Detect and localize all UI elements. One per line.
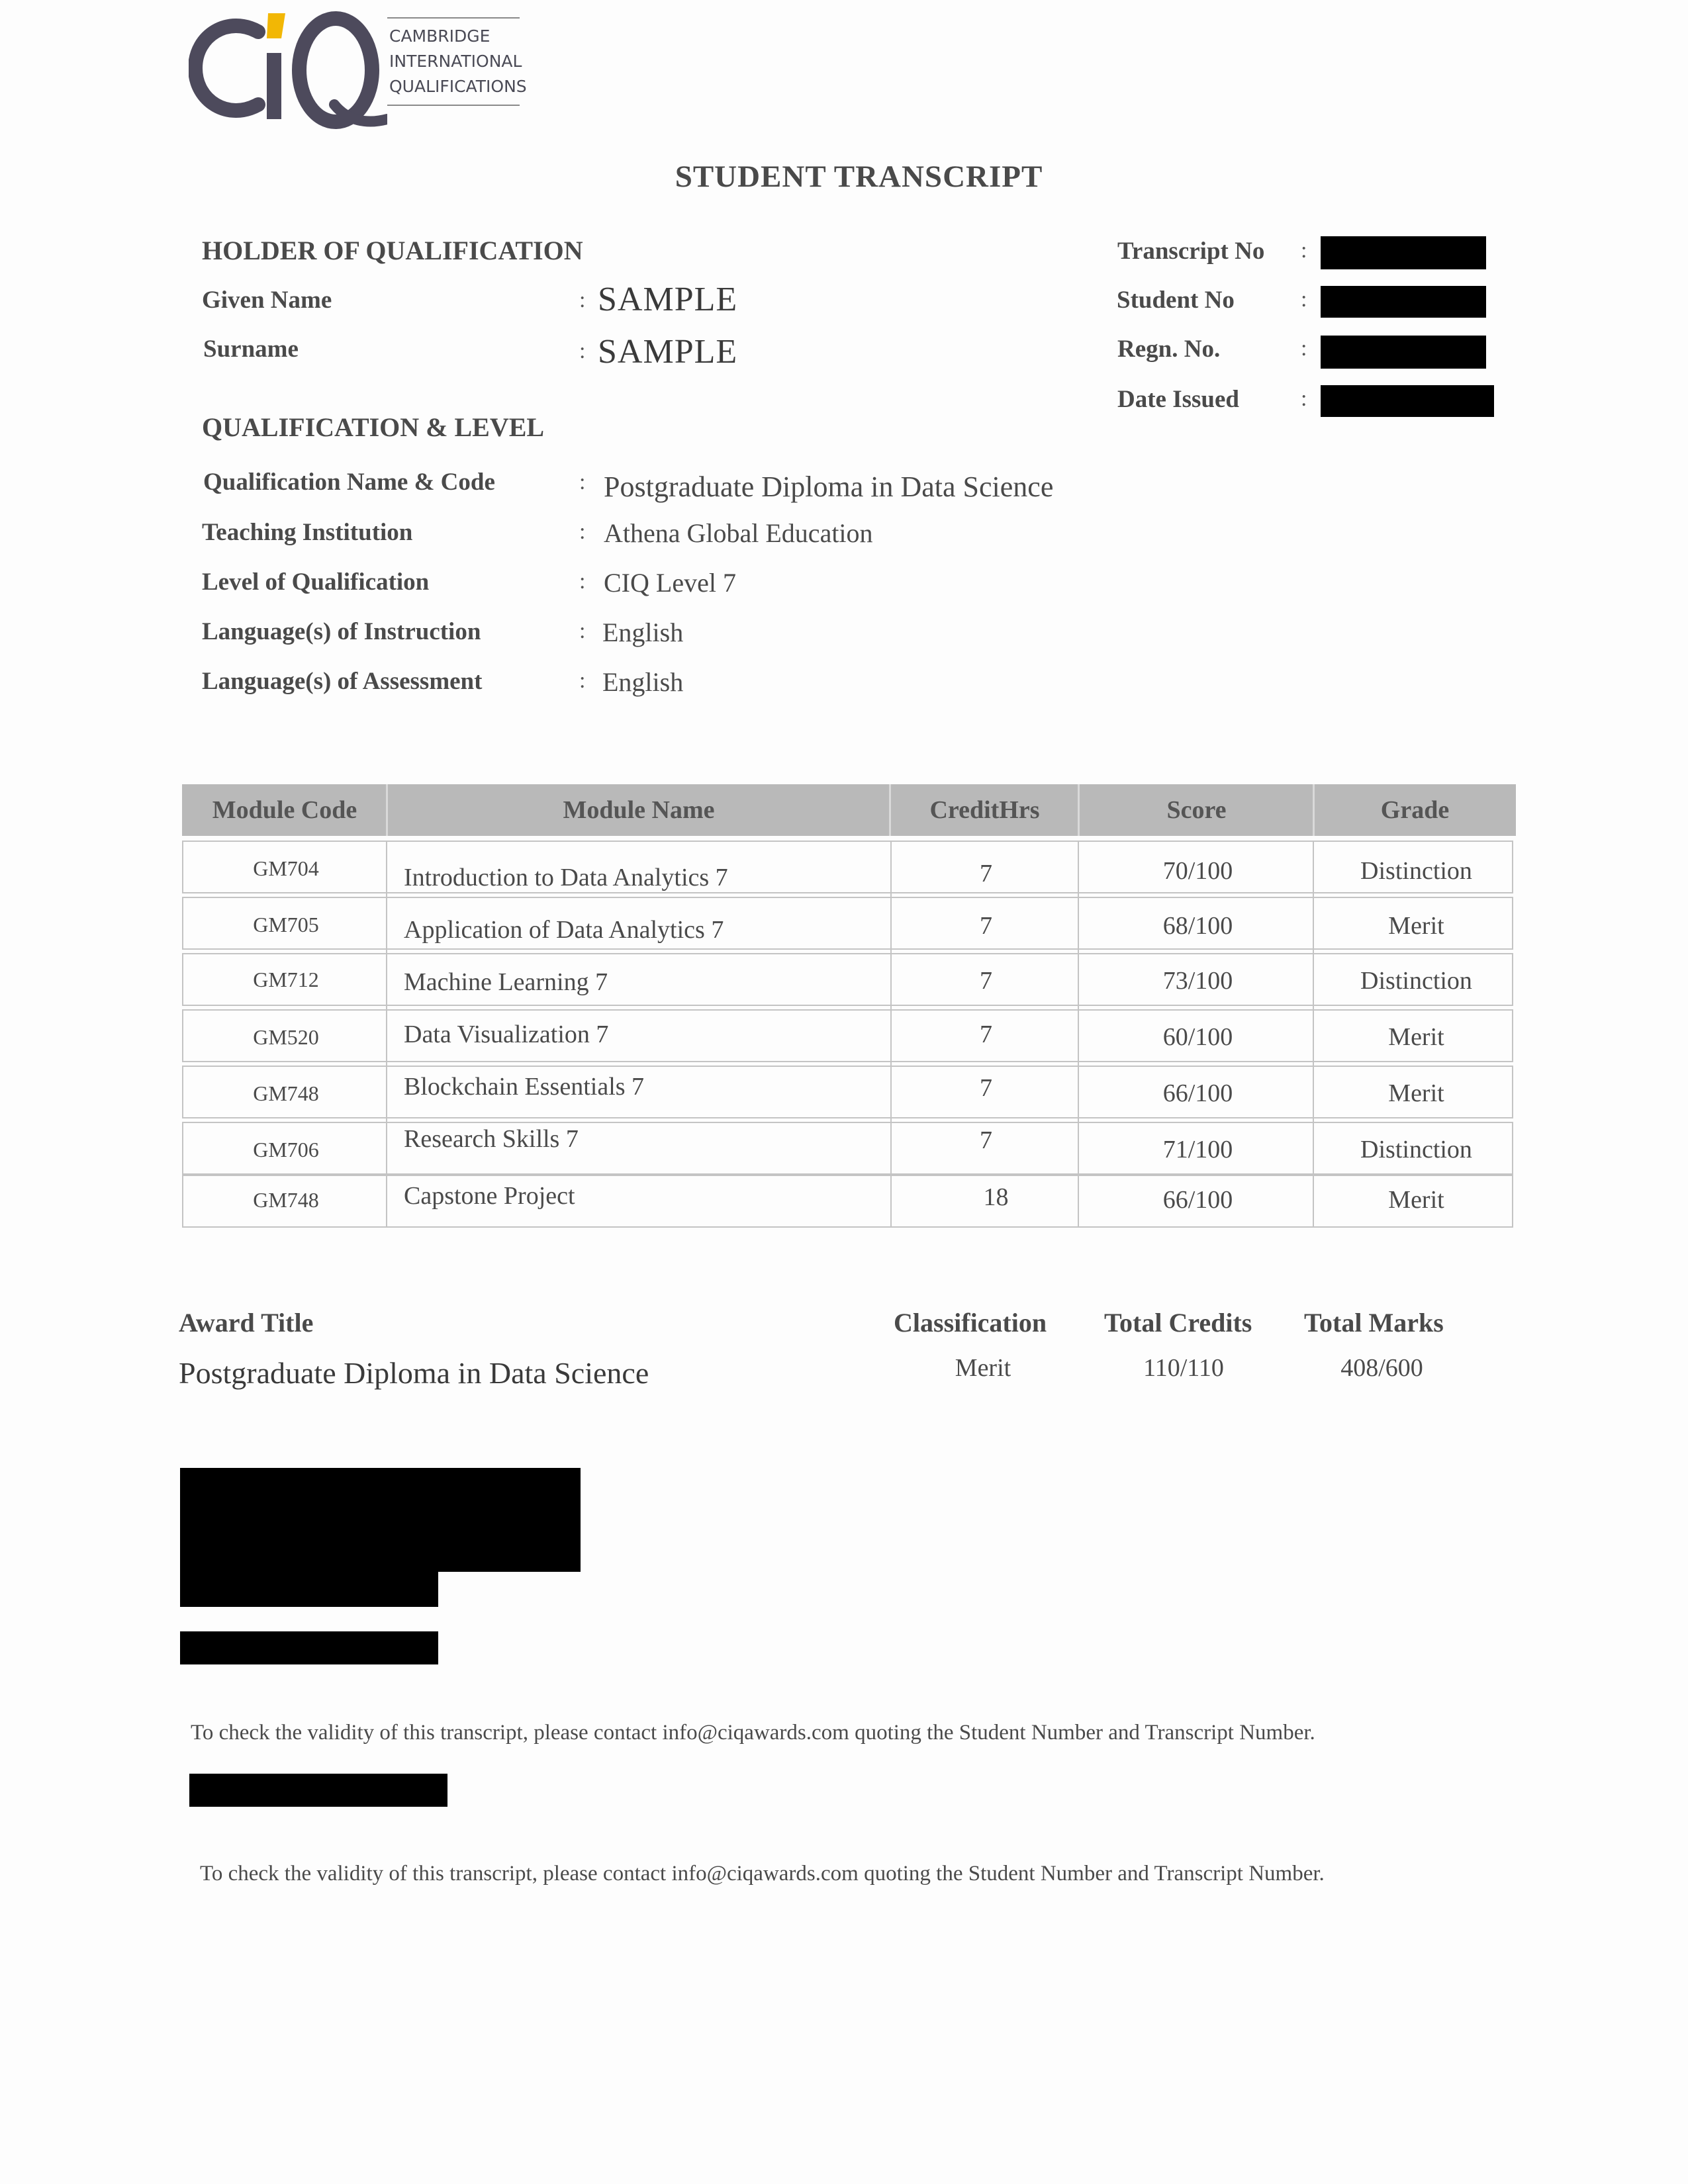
signatory-redaction bbox=[189, 1774, 447, 1807]
modules-table-header bbox=[182, 784, 1516, 836]
qualification-heading: QUALIFICATION & LEVEL bbox=[202, 412, 545, 442]
transcript-no-label: Transcript No bbox=[1117, 238, 1265, 265]
header-module-code: Module Code bbox=[212, 796, 357, 824]
language-assessment-label: Language(s) of Assessment bbox=[202, 668, 483, 695]
modules-table-body bbox=[182, 841, 1516, 1228]
module-code: GM704 bbox=[253, 856, 319, 880]
module-grade: Distinction bbox=[1360, 1136, 1472, 1163]
colon: : bbox=[579, 619, 586, 643]
module-grade: Merit bbox=[1388, 1023, 1444, 1051]
module-name: Research Skills 7 bbox=[404, 1125, 579, 1153]
teaching-institution-value: Athena Global Education bbox=[604, 518, 873, 548]
award-title-value: Postgraduate Diploma in Data Science bbox=[179, 1356, 649, 1390]
module-grade: Merit bbox=[1388, 1079, 1444, 1107]
module-grade: Merit bbox=[1388, 1186, 1444, 1214]
colon: : bbox=[579, 288, 586, 312]
total-credits-label: Total Credits bbox=[1104, 1308, 1252, 1338]
total-marks-label: Total Marks bbox=[1304, 1308, 1444, 1338]
total-marks-value: 408/600 bbox=[1340, 1354, 1423, 1382]
logo-rule-bottom bbox=[387, 105, 520, 106]
module-grade: Distinction bbox=[1360, 967, 1472, 995]
module-name: Introduction to Data Analytics 7 bbox=[404, 864, 728, 891]
level-value: CIQ Level 7 bbox=[604, 568, 736, 598]
module-credits: 7 bbox=[980, 912, 992, 940]
logo-line-international: INTERNATIONAL bbox=[389, 52, 522, 71]
logo-line-qualifications: QUALIFICATIONS bbox=[389, 77, 527, 96]
ciq-logo bbox=[189, 5, 533, 131]
module-code: GM705 bbox=[253, 913, 319, 936]
given-name-label: Given Name bbox=[202, 287, 332, 314]
language-instruction-value: English bbox=[602, 617, 684, 647]
language-assessment-value: English bbox=[602, 667, 684, 697]
teaching-institution-label: Teaching Institution bbox=[202, 519, 413, 546]
module-code: GM712 bbox=[253, 968, 319, 991]
module-code: GM706 bbox=[253, 1138, 319, 1161]
module-score: 71/100 bbox=[1162, 1136, 1233, 1163]
signature-redaction bbox=[180, 1569, 438, 1607]
module-code: GM748 bbox=[253, 1188, 319, 1212]
date-issued-redaction bbox=[1321, 385, 1494, 417]
regn-no-label: Regn. No. bbox=[1117, 336, 1221, 363]
column-divider bbox=[890, 841, 892, 1228]
signature-redaction bbox=[180, 1468, 581, 1572]
page-title: STUDENT TRANSCRIPT bbox=[675, 159, 1043, 194]
ciq-logo-mark bbox=[189, 5, 387, 131]
header-grade: Grade bbox=[1380, 796, 1450, 824]
surname-value: SAMPLE bbox=[598, 333, 738, 371]
qualification-name-label: Qualification Name & Code bbox=[203, 469, 495, 496]
classification-label: Classification bbox=[894, 1308, 1047, 1338]
module-code: GM520 bbox=[253, 1025, 319, 1049]
module-credits: 7 bbox=[980, 860, 992, 887]
module-score: 70/100 bbox=[1162, 857, 1233, 885]
colon: : bbox=[1301, 238, 1307, 263]
transcript-no-redaction bbox=[1321, 236, 1486, 269]
module-name: Application of Data Analytics 7 bbox=[404, 916, 724, 944]
colon: : bbox=[1301, 287, 1307, 312]
module-score: 68/100 bbox=[1162, 912, 1233, 940]
module-grade: Distinction bbox=[1360, 857, 1472, 885]
colon: : bbox=[579, 520, 586, 544]
module-score: 66/100 bbox=[1162, 1079, 1233, 1107]
validity-note: To check the validity of this transcript, please contact info@ciqawards.com quoting the Student Number and Transcript Number. bbox=[200, 1862, 1325, 1886]
module-score: 60/100 bbox=[1162, 1023, 1233, 1051]
colon: : bbox=[1301, 387, 1307, 411]
signatory-redaction bbox=[180, 1631, 438, 1664]
logo-line-cambridge: CAMBRIDGE bbox=[389, 26, 491, 46]
module-score: 73/100 bbox=[1162, 967, 1233, 995]
colon: : bbox=[1301, 336, 1307, 361]
module-credits: 7 bbox=[980, 1021, 992, 1048]
total-credits-value: 110/110 bbox=[1143, 1354, 1224, 1382]
column-divider bbox=[1078, 841, 1079, 1228]
module-name: Data Visualization 7 bbox=[404, 1021, 609, 1048]
module-credits: 7 bbox=[980, 1126, 992, 1154]
module-credits: 18 bbox=[983, 1183, 1009, 1211]
header-score: Score bbox=[1166, 796, 1227, 824]
level-label: Level of Qualification bbox=[202, 569, 430, 596]
colon: : bbox=[579, 339, 586, 363]
surname-label: Surname bbox=[203, 336, 299, 363]
column-divider bbox=[386, 841, 387, 1228]
module-name: Machine Learning 7 bbox=[404, 968, 608, 996]
module-name: Blockchain Essentials 7 bbox=[404, 1073, 645, 1101]
module-credits: 7 bbox=[980, 1074, 992, 1102]
module-grade: Merit bbox=[1388, 912, 1444, 940]
award-title-label: Award Title bbox=[179, 1308, 314, 1338]
student-no-redaction bbox=[1321, 286, 1486, 318]
colon: : bbox=[579, 470, 586, 494]
holder-heading: HOLDER OF QUALIFICATION bbox=[202, 236, 583, 265]
date-issued-label: Date Issued bbox=[1117, 386, 1239, 413]
header-module-name: Module Name bbox=[563, 796, 715, 824]
module-code: GM748 bbox=[253, 1081, 319, 1105]
student-no-label: Student No bbox=[1117, 287, 1235, 314]
given-name-value: SAMPLE bbox=[598, 281, 738, 318]
colon: : bbox=[579, 668, 586, 693]
column-divider bbox=[1313, 841, 1314, 1228]
header-credithrs: CreditHrs bbox=[929, 796, 1040, 824]
colon: : bbox=[579, 569, 586, 594]
module-name: Capstone Project bbox=[404, 1182, 575, 1210]
module-score: 66/100 bbox=[1162, 1186, 1233, 1214]
logo-rule-top bbox=[387, 17, 520, 19]
regn-no-redaction bbox=[1321, 336, 1486, 369]
module-credits: 7 bbox=[980, 967, 992, 995]
language-instruction-label: Language(s) of Instruction bbox=[202, 618, 481, 645]
validity-note: To check the validity of this transcript, please contact info@ciqawards.com quoting the Student Number and Transcript Number. bbox=[191, 1721, 1315, 1745]
qualification-name-value: Postgraduate Diploma in Data Science bbox=[604, 471, 1054, 503]
classification-value: Merit bbox=[955, 1354, 1011, 1382]
